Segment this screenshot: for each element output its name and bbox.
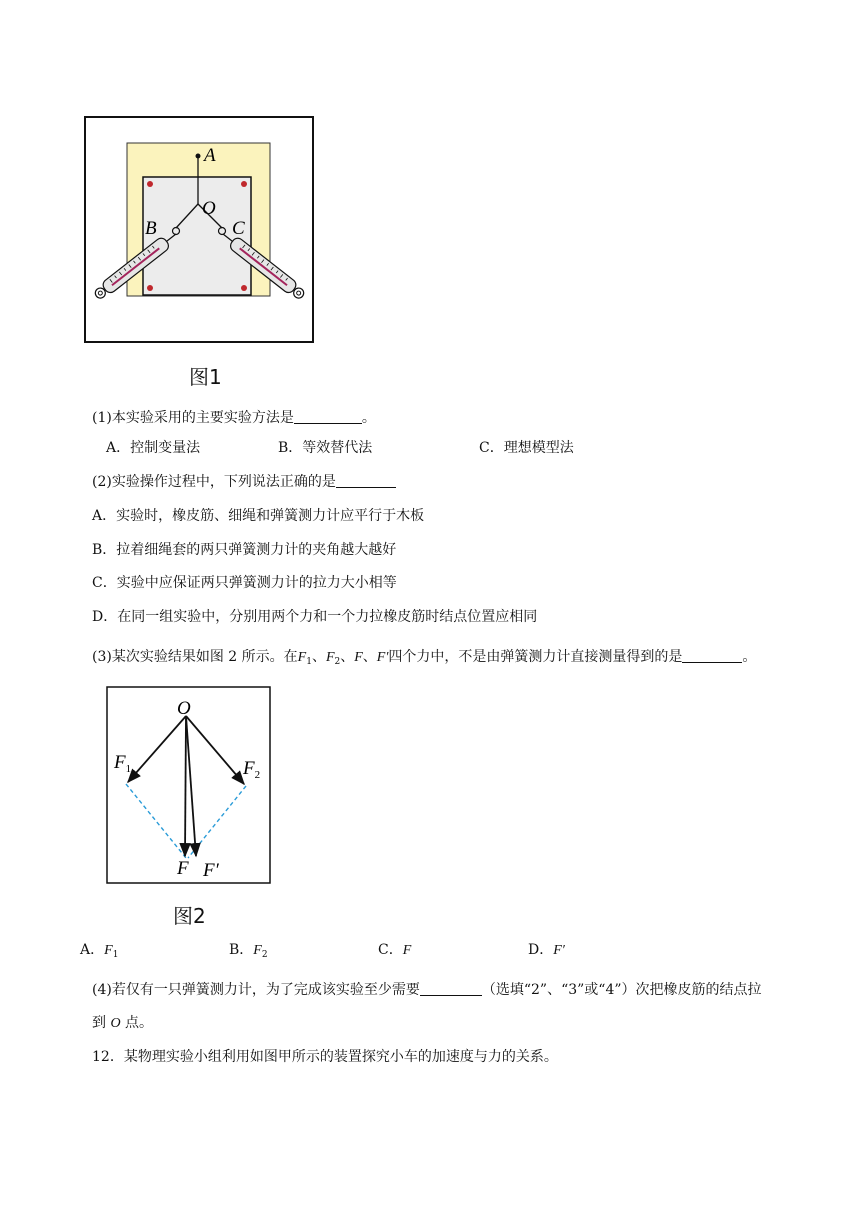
- question-3-option-b[interactable]: B．$F_2$: [229, 942, 268, 960]
- figure-2: [106, 686, 272, 886]
- figure-1-label-b: B: [145, 218, 157, 239]
- question-3-option-a[interactable]: A．$F_1$: [80, 942, 119, 960]
- figure-2-label-f1: $F_1$: [114, 752, 132, 775]
- figure-1-label-c: C: [232, 218, 245, 239]
- question-12: 12．某物理实验小组利用如图甲所示的装置探究小车的加速度与力的关系。: [92, 1049, 558, 1065]
- figure-2-label-o: O: [177, 698, 191, 719]
- question-2-text: (2)实验操作过程中，下列说法正确的是: [92, 474, 336, 490]
- question-3-blank[interactable]: [682, 648, 742, 663]
- question-1-blank[interactable]: [294, 409, 362, 424]
- figure-1-caption: 图1: [189, 365, 222, 389]
- question-2: [92, 472, 396, 492]
- question-1-option-b[interactable]: B．等效替代法: [278, 440, 373, 456]
- figure-2-label-f-prime: F′: [203, 860, 219, 881]
- question-3-option-d[interactable]: D．F′: [528, 942, 565, 958]
- figure-1-label-a: A: [204, 145, 216, 166]
- question-3-option-c[interactable]: C．F: [378, 942, 412, 958]
- question-1-option-a[interactable]: A．控制变量法: [106, 440, 201, 456]
- arrow-f: [185, 716, 186, 856]
- question-2-option-b[interactable]: B．拉着细绳套的两只弹簧测力计的夹角越大越好: [92, 542, 397, 558]
- question-2-option-c[interactable]: C．实验中应保证两只弹簧测力计的拉力大小相等: [92, 575, 397, 591]
- figure-1-label-o: O: [202, 198, 216, 219]
- figure-1: [84, 116, 316, 344]
- figure-2-caption: 图2: [173, 904, 206, 928]
- question-1: (1)本实验采用的主要实验方法是 。: [92, 410, 376, 426]
- question-4-blank[interactable]: [420, 981, 482, 996]
- question-2-option-a[interactable]: A．实验时，橡皮筋、细绳和弹簧测力计应平行于木板: [92, 508, 425, 524]
- figure-2-label-f: F: [177, 858, 189, 879]
- question-1-option-c[interactable]: C．理想模型法: [479, 440, 574, 456]
- question-3: (3)某次实验结果如图 2 所示。在$F_1$、$F_2$、F、F′四个力中，不是由弹簧测力计直接测量得到的是 。: [92, 649, 757, 667]
- figure-2-label-f2: $F_2$: [243, 758, 261, 781]
- question-2-blank[interactable]: [336, 473, 396, 488]
- question-4-line-2: 到 O 点。: [92, 1015, 154, 1031]
- question-1-text: (1)本实验采用的主要实验方法是: [92, 410, 294, 426]
- question-2-option-d[interactable]: D．在同一组实验中，分别用两个力和一个力拉橡皮筋时结点位置应相同: [92, 609, 538, 625]
- question-4-line-1: (4)若仅有一只弹簧测力计，为了完成该实验至少需要 （选填“2”、“3”或“4”）次把橡皮筋的结点拉: [92, 982, 762, 998]
